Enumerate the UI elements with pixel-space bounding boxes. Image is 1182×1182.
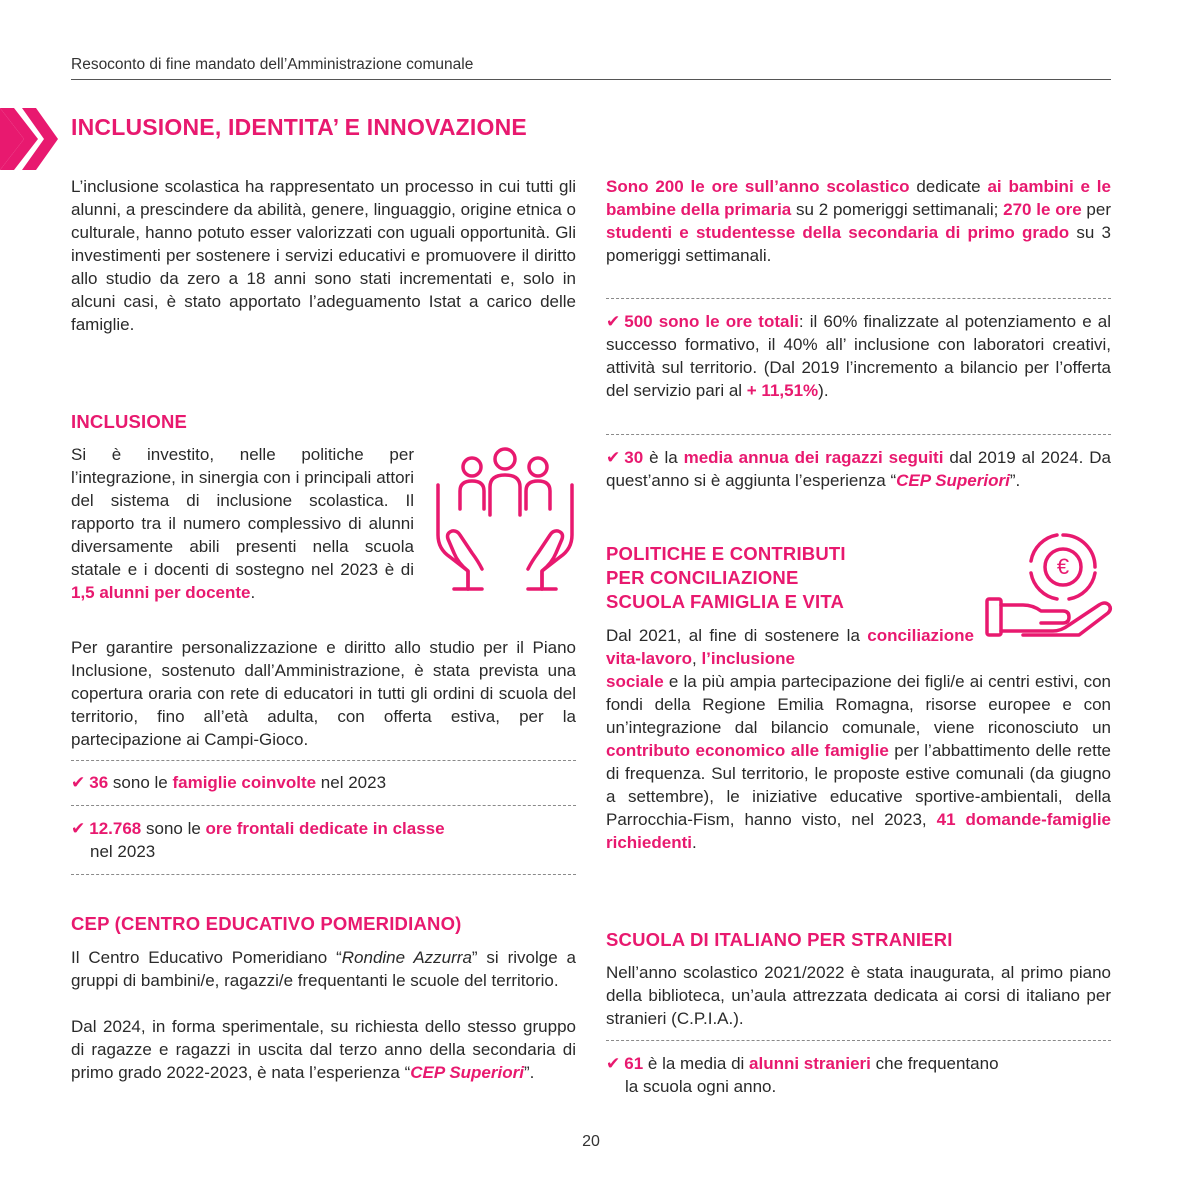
stat-text-end: ”.	[1009, 471, 1021, 490]
stat-text: sono le	[112, 773, 168, 792]
ore-highlight-4: studenti e studentesse della secondaria di primo grado	[606, 223, 1070, 242]
politiche-paragraph-top	[606, 624, 974, 670]
intro-paragraph: L’inclusione scolastica ha rappresentato un processo in cui tutti gli alunni, a prescindere da abilità, genere, linguaggio, origine etnica o culturale, hanno potuto esser valorizzati con uguali opportunità. Gli investimenti per sostenere i servizi educativi e promuovere il diritto allo studio da zero a 18 anni sono stati incrementati e, solo in alcuni casi, è stato apportato l’adeguamento Istat a carico delle famiglie.	[71, 177, 576, 334]
cep-p2-text: Dal 2024, in forma sperimentale, su richiesta dello stesso gruppo di ragazze e ragazzi in uscita dal terzo anno della secondaria di primo grado 2022-2023, è nata l’esperienza “	[71, 1017, 576, 1082]
politiche-paragraph	[606, 670, 1111, 854]
check-icon: ✔	[606, 312, 621, 331]
ore-text-1: dedicate	[909, 177, 988, 196]
scuola-italiano-heading: SCUOLA DI ITALIANO PER STRANIERI	[606, 929, 953, 950]
politiche-highlight-2b: sociale	[606, 672, 664, 691]
stat-30-ragazzi	[606, 446, 1111, 492]
cep-p1-text-end: ” si rivolge a gruppi di bambini/e, ragazzi/e frequentanti le scuole del territorio.	[71, 948, 576, 990]
politiche-highlight-2a: l’inclusione	[701, 649, 795, 668]
check-icon: ✔	[606, 448, 621, 467]
check-icon: ✔	[71, 819, 86, 838]
dashed-divider	[606, 1040, 1111, 1041]
politiche-highlight-4: 41 domande-famiglie richiedenti	[606, 810, 1111, 852]
stat-alunni-stranieri	[606, 1052, 1111, 1098]
stat-highlight: media annua dei ragazzi seguiti	[683, 448, 944, 467]
politiche-text-0: Dal 2021, al fine di sostenere la	[606, 626, 868, 645]
politiche-heading-line-1: POLITICHE E CONTRIBUTI	[606, 543, 846, 564]
dashed-divider	[71, 805, 576, 806]
ore-text-2: su 2 pomeriggi settimanali;	[791, 200, 1004, 219]
stat-text-2: che frequentano	[875, 1054, 999, 1073]
stat-text-end: nel 2023	[320, 773, 387, 792]
politiche-heading-line-2: PER CONCILIAZIONE	[606, 567, 799, 588]
politiche-text-2: e la più ampia partecipazione dei figli/e ai centri estivi, con fondi della Regione Emilia Romagna, risorse europee e con un’integrazione dal bilancio comunale, viene riconosciuto un	[606, 672, 1111, 737]
stat-text-end: la scuola ogni anno.	[625, 1077, 777, 1096]
stat-500-ore	[606, 310, 1111, 402]
stat-number: 12.768	[89, 819, 142, 838]
stat-highlight: famiglie coinvolte	[172, 773, 317, 792]
stat-number: 30	[624, 448, 644, 467]
dashed-divider	[606, 434, 1111, 435]
ore-text-3: per	[1081, 200, 1111, 219]
cep-paragraph-1	[71, 946, 576, 992]
stat-highlight: ore frontali dedicate in classe	[205, 819, 445, 838]
dashed-divider	[71, 760, 576, 761]
politiche-text-4: .	[691, 833, 697, 852]
stat-text-end: ).	[818, 381, 829, 400]
inclusione-p1-text: Si è investito, nelle politiche per l’integrazione, in sinergia con i principali attori del sistema di inclusione scolastica. Il rapporto tra il numero complessivo di alunni diversamente abili presenti nella scuola statale e i docenti di sostegno nel 2023 è di	[71, 445, 414, 579]
dashed-divider	[606, 298, 1111, 299]
scuola-italiano-paragraph: Nell’anno scolastico 2021/2022 è stata inaugurata, al primo piano della biblioteca, un’aula attrezzata dedicata ai corsi di italiano per stranieri (C.P.I.A.).	[606, 963, 1111, 1028]
cep-heading: CEP (CENTRO EDUCATIVO POMERIDIANO)	[71, 913, 462, 934]
ore-highlight-1: Sono 200 le ore sull’anno scolastico	[606, 177, 910, 196]
check-icon: ✔	[71, 773, 86, 792]
cep-paragraph-2	[71, 1015, 576, 1084]
svg-text:€: €	[1056, 554, 1070, 579]
check-icon: ✔	[606, 1054, 621, 1073]
politiche-text-3: per l’abbattimento delle rette di frequenza. Sul territorio, le proposte estive comunali (da giugno a settembre), le iniziative educative sportive-ambientali, della Parrocchia-Fism, hanno visto, nel 2023,	[606, 741, 1111, 829]
politiche-highlight-1: conciliazione vita-lavoro	[606, 626, 974, 668]
inclusion-hands-icon	[430, 445, 580, 593]
stat-number: 36	[89, 773, 109, 792]
cep-p2-highlight: CEP Superiori	[410, 1063, 524, 1082]
stat-highlight: alunni stranieri	[749, 1054, 871, 1073]
stat-highlight-2: + 11,51%	[746, 381, 819, 400]
stat-highlight-2: CEP Superiori	[896, 471, 1010, 490]
politiche-heading	[606, 542, 846, 614]
ore-text-4: su 3 pomeriggi settimanali.	[606, 223, 1112, 265]
stat-text: : il 60% finalizzate al potenziamento e al successo formativo, il 40% all’ inclusione con laboratori creativi, attività sul territorio. (Dal 2019 l’incremento a bilancio per l’offerta del servizio pari al	[606, 312, 1111, 400]
header-divider	[71, 79, 1111, 80]
euro-hand-icon	[983, 527, 1115, 645]
ore-paragraph	[606, 175, 1111, 267]
inclusione-p1-highlight: 1,5 alunni per docente	[71, 583, 251, 602]
page-number: 20	[582, 1133, 600, 1150]
page-title: INCLUSIONE, IDENTITA’ E INNOVAZIONE	[71, 114, 527, 140]
inclusione-p1-end: .	[250, 583, 256, 602]
cep-p2-text-end: ”.	[523, 1063, 535, 1082]
inclusione-paragraph-2: Per garantire personalizzazione e diritto allo studio per il Piano Inclusione, sostenuto dall’Amministrazione, è stata prevista una copertura oraria con rete di educatori in tutti gli ordini di scuola del territorio, fino all’età adulta, con offerta estiva, per la partecipazione ai Campi-Gioco.	[71, 638, 576, 749]
stat-number: 61	[624, 1054, 644, 1073]
politiche-highlight-3: contributo economico alle famiglie	[606, 741, 889, 760]
dashed-divider	[71, 874, 576, 875]
stat-highlight: 500 sono le ore totali	[624, 312, 799, 331]
stat-ore-frontali	[71, 817, 576, 863]
inclusione-heading: INCLUSIONE	[71, 411, 188, 432]
stat-text-end: nel 2023	[90, 842, 156, 861]
ore-highlight-2: ai bambini e le bambine della primaria	[606, 177, 1111, 219]
cep-p1-text: Il Centro Educativo Pomeridiano “	[71, 948, 342, 967]
ore-highlight-3: 270 le ore	[1003, 200, 1082, 219]
stat-text: è la	[643, 448, 684, 467]
stat-famiglie	[71, 771, 576, 794]
stat-text-2: dal 2019 al 2024. Da quest’anno si è aggiunta l’esperienza “	[606, 448, 1111, 490]
stat-text: è la media di	[647, 1054, 745, 1073]
double-chevron-icon	[0, 108, 60, 170]
politiche-text-1: ,	[691, 649, 702, 668]
inclusione-paragraph-1	[71, 443, 414, 604]
politiche-heading-line-3: SCUOLA FAMIGLIA E VITA	[606, 591, 845, 612]
document-header: Resoconto di fine mandato dell’Amministrazione comunale	[71, 56, 474, 73]
stat-text: sono le	[145, 819, 201, 838]
cep-p1-italic: Rondine Azzurra	[341, 948, 472, 967]
